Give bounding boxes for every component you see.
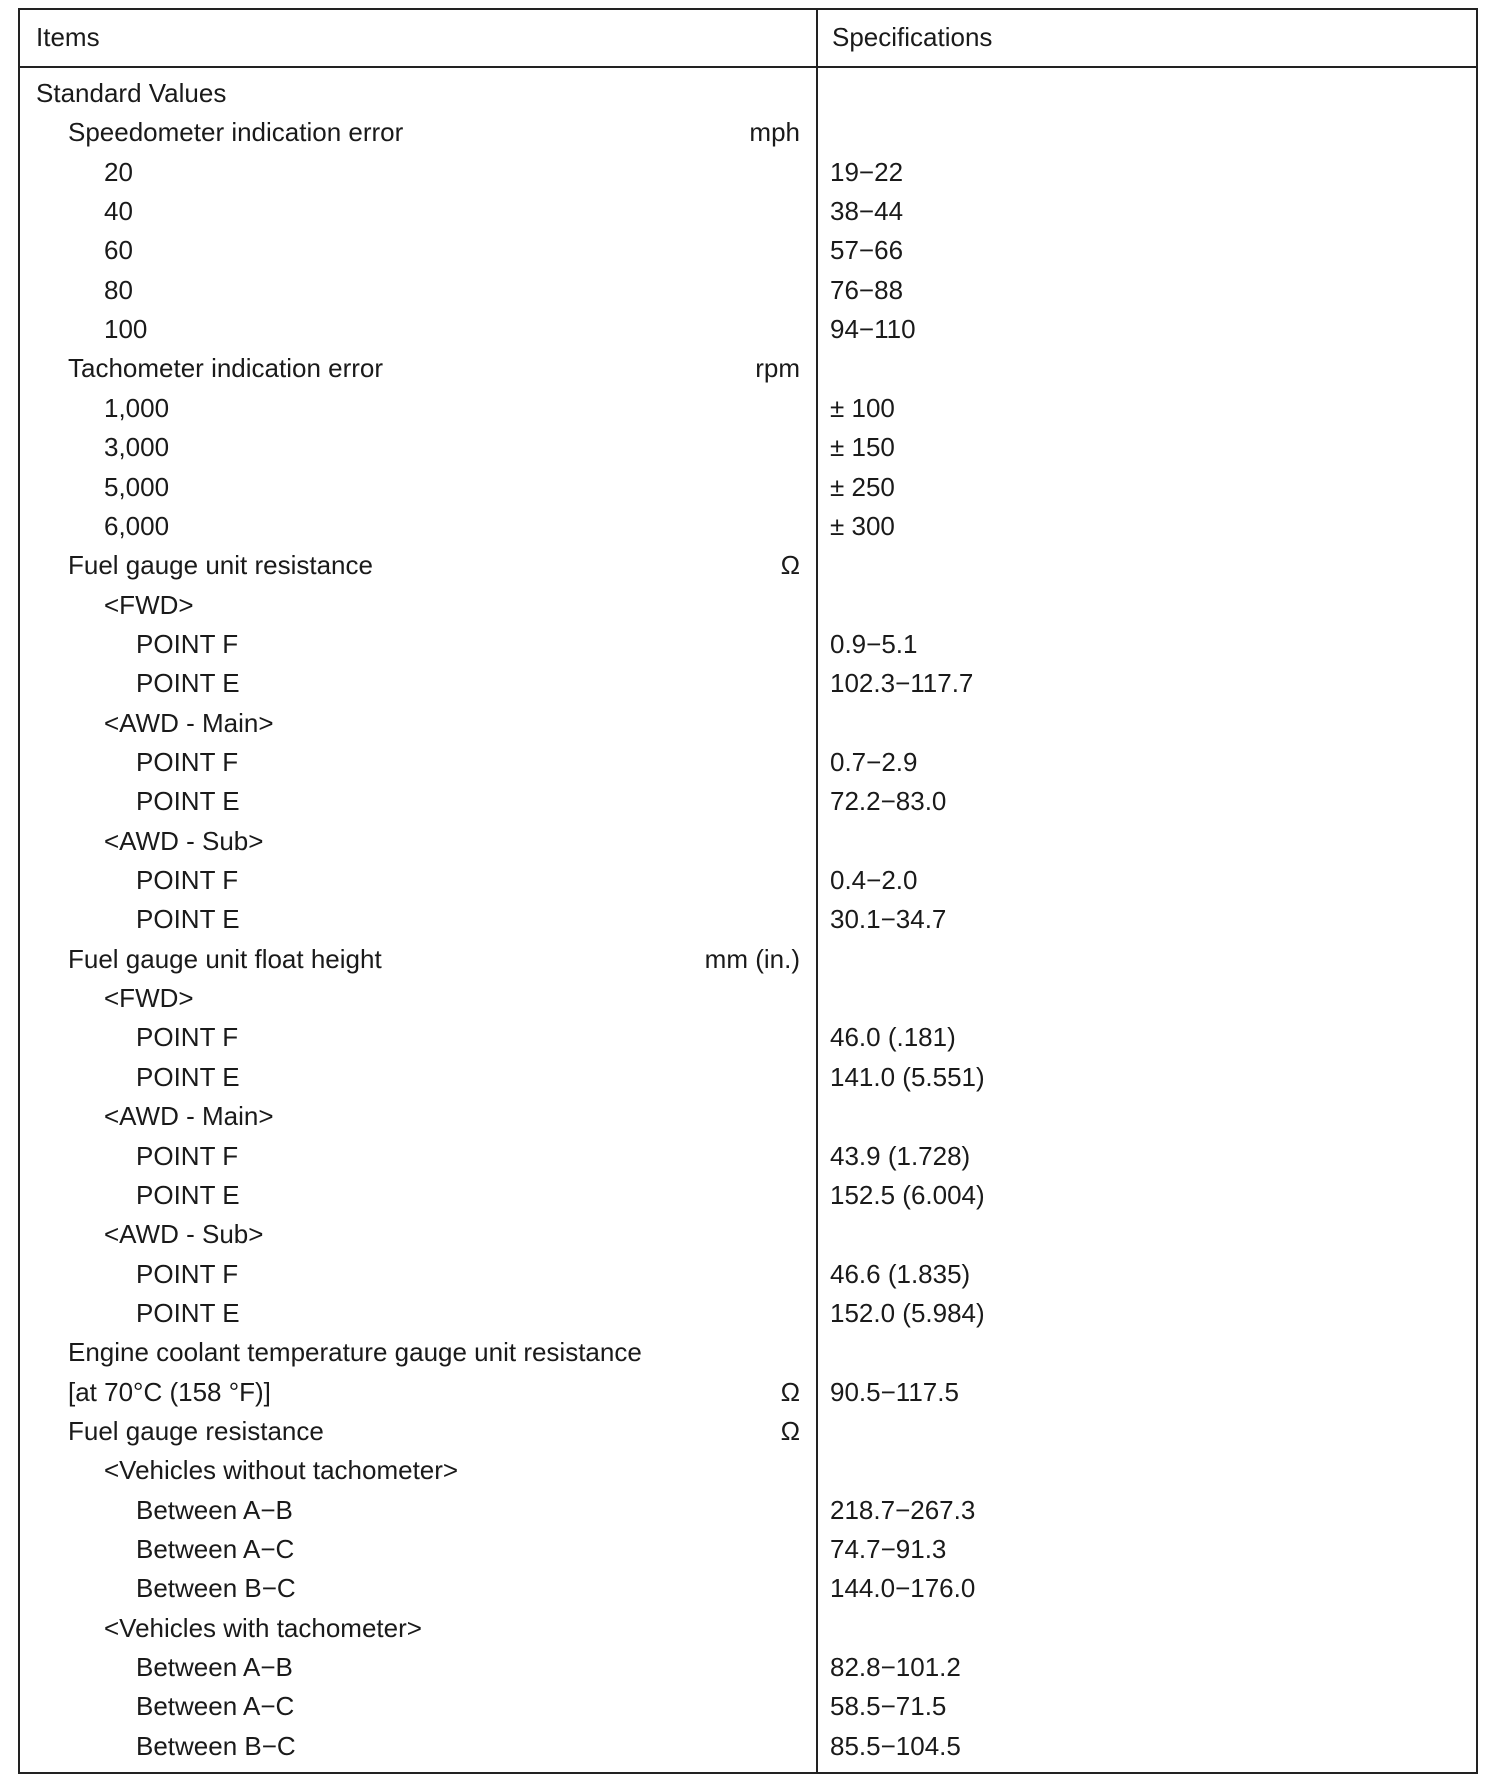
item-unit: mph (749, 117, 800, 148)
item-unit: Ω (780, 1415, 800, 1446)
item-label: <AWD - Sub> (104, 1219, 264, 1250)
item-label: 5,000 (104, 471, 170, 502)
table-row (20, 1569, 1476, 1607)
spec-value: 38−44 (830, 196, 904, 227)
item-label: POINT E (136, 786, 240, 817)
spec-value: 82.8−101.2 (830, 1652, 961, 1682)
item-label: Between A−B (136, 1652, 293, 1682)
item-label: 3,000 (104, 432, 170, 463)
item-label: [at 70°C (158 °F)] (68, 1376, 271, 1407)
item-label: Fuel gauge unit float height (68, 943, 382, 974)
item-label: POINT E (136, 668, 240, 699)
table-row (20, 1609, 1476, 1647)
table-row (20, 1727, 1476, 1765)
table-row (20, 861, 1476, 899)
table-row (20, 704, 1476, 742)
table-row (20, 113, 1476, 151)
spec-value: 76−88 (830, 274, 904, 305)
item-label: Between A−C (136, 1691, 295, 1722)
table-row (20, 1058, 1476, 1096)
item-label: <AWD - Main> (104, 1101, 274, 1132)
item-label: POINT F (136, 1140, 239, 1171)
table-row (20, 1412, 1476, 1450)
item-label: <Vehicles without tachometer> (104, 1455, 459, 1486)
spec-value: 94−110 (830, 314, 916, 345)
item-label: 6,000 (104, 510, 170, 541)
table-row (20, 1294, 1476, 1332)
item-unit: mm (in.) (704, 943, 800, 974)
spec-value: 152.0 (5.984) (830, 1297, 985, 1328)
spec-value: 57−66 (830, 235, 904, 266)
table-row (20, 1333, 1476, 1371)
spec-value: 90.5−117.5 (830, 1376, 959, 1407)
table-row (20, 74, 1476, 112)
table-row (20, 468, 1476, 506)
header-divider (20, 66, 1476, 68)
table-row (20, 1137, 1476, 1175)
spec-value: 141.0 (5.551) (830, 1061, 985, 1092)
table-row (20, 1451, 1476, 1489)
spec-value: 0.7−2.9 (830, 747, 918, 777)
spec-value: ± 150 (830, 432, 895, 463)
table-row (20, 979, 1476, 1017)
spec-value: 46.6 (1.835) (830, 1258, 971, 1289)
table-row (20, 1491, 1476, 1529)
spec-value: 58.5−71.5 (830, 1691, 947, 1722)
table-row (20, 782, 1476, 820)
table-row (20, 153, 1476, 191)
table-row (20, 625, 1476, 663)
item-label: <AWD - Main> (104, 707, 274, 738)
item-label: Fuel gauge resistance (68, 1415, 324, 1446)
spec-value: 152.5 (6.004) (830, 1179, 985, 1210)
table-row (20, 231, 1476, 269)
specifications-table (18, 8, 1478, 1774)
spec-value: 19−22 (830, 156, 904, 187)
item-label: Tachometer indication error (68, 353, 384, 384)
item-label: 40 (104, 196, 133, 227)
table-row (20, 1018, 1476, 1056)
spec-value: ± 300 (830, 510, 895, 541)
table-row (20, 1530, 1476, 1568)
table-row (20, 428, 1476, 466)
item-label: 100 (104, 314, 148, 345)
spec-value: 85.5−104.5 (830, 1730, 961, 1761)
table-row (20, 1176, 1476, 1214)
table-row (20, 1687, 1476, 1725)
item-label: 60 (104, 235, 133, 266)
item-label: 20 (104, 156, 133, 187)
item-unit: Ω (780, 550, 800, 581)
table-row (20, 940, 1476, 978)
item-label: Between B−C (136, 1573, 296, 1604)
item-label: Fuel gauge unit resistance (68, 550, 373, 581)
item-label: <FWD> (104, 983, 194, 1014)
item-label: POINT E (136, 1179, 240, 1210)
table-row (20, 586, 1476, 624)
header-specifications: Specifications (832, 22, 993, 52)
table-row (20, 1255, 1476, 1293)
item-label: 1,000 (104, 392, 170, 423)
table-row (20, 664, 1476, 702)
table-row (20, 1215, 1476, 1253)
spec-value: 0.4−2.0 (830, 865, 918, 895)
item-label: Standard Values (36, 78, 227, 108)
item-label: Between B−C (136, 1730, 296, 1761)
table-row (20, 1373, 1476, 1411)
item-label: 80 (104, 274, 133, 305)
table-row (20, 310, 1476, 348)
item-label: POINT F (136, 747, 239, 777)
item-unit: rpm (755, 353, 800, 384)
table-row (20, 546, 1476, 584)
spec-value: 0.9−5.1 (830, 628, 918, 659)
table-row (20, 271, 1476, 309)
item-label: Between A−B (136, 1494, 293, 1525)
table-row (20, 900, 1476, 938)
spec-value: 218.7−267.3 (830, 1494, 976, 1525)
spec-value: 46.0 (.181) (830, 1022, 956, 1053)
item-label: Engine coolant temperature gauge unit resistance (68, 1337, 642, 1368)
spec-value: 74.7−91.3 (830, 1534, 947, 1564)
item-label: <FWD> (104, 589, 194, 620)
item-label: POINT E (136, 1061, 240, 1092)
spec-value: ± 100 (830, 392, 895, 423)
item-label: POINT E (136, 904, 240, 935)
item-label: POINT F (136, 1258, 239, 1289)
spec-value: 72.2−83.0 (830, 786, 947, 817)
spec-value: 30.1−34.7 (830, 904, 947, 935)
spec-value: ± 250 (830, 471, 895, 502)
item-label: POINT F (136, 628, 239, 659)
table-row (20, 389, 1476, 427)
item-label: Speedometer indication error (68, 117, 404, 148)
table-row (20, 507, 1476, 545)
spec-value: 144.0−176.0 (830, 1573, 976, 1604)
table-row (20, 743, 1476, 781)
table-row (20, 192, 1476, 230)
item-label: POINT F (136, 1022, 239, 1053)
spec-value: 102.3−117.7 (830, 668, 974, 699)
item-label: POINT E (136, 1297, 240, 1328)
item-label: <AWD - Sub> (104, 825, 264, 856)
table-row (20, 349, 1476, 387)
header-items: Items (36, 22, 100, 52)
item-label: POINT F (136, 865, 239, 895)
item-unit: Ω (780, 1376, 800, 1407)
item-label: <Vehicles with tachometer> (104, 1612, 422, 1643)
table-row (20, 822, 1476, 860)
spec-value: 43.9 (1.728) (830, 1140, 971, 1171)
item-label: Between A−C (136, 1534, 295, 1564)
table-row (20, 1648, 1476, 1686)
table-row (20, 1097, 1476, 1135)
